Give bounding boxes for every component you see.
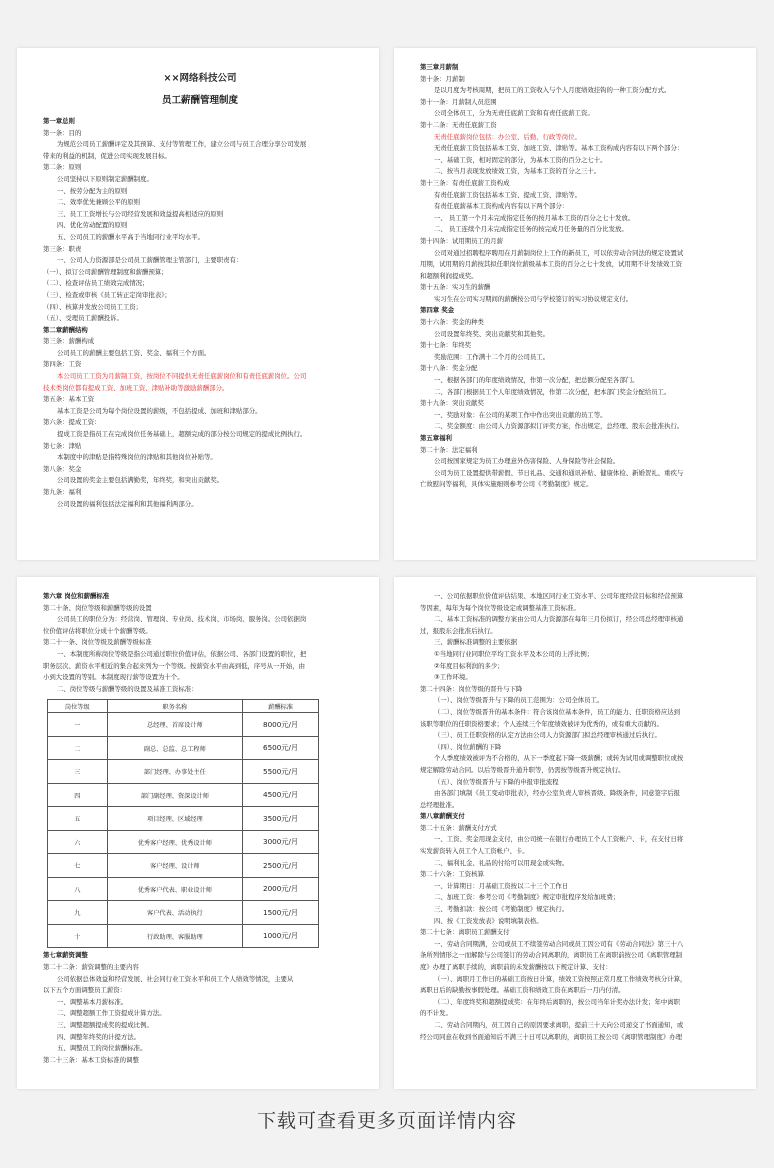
grade-cell: 十 <box>48 924 108 948</box>
text-line: 第二十条：法定福利 <box>420 445 478 454</box>
text-line: （三）、检查或审核《员工转正定岗审批表》； <box>43 290 171 299</box>
text-line: 条所列情形之一而解除与公司签订的劳动合同离职的，离职员工在离职前按公司《离职管理制 <box>420 951 683 960</box>
position-cell: 部门经理、办事处主任 <box>107 760 243 784</box>
text-line: 第二十三条：基本工资标准的调整 <box>43 1055 139 1064</box>
text-line: 是以月度为考核周期，把员工的工资收入与个人月度绩效挂钩的一种工资分配方式。 <box>434 86 671 95</box>
document-page-3 <box>17 577 379 1089</box>
page-3-body-top <box>43 591 357 695</box>
text-line: 三、调整超额提成奖的提成比例。 <box>57 1020 153 1029</box>
grade-cell: 四 <box>48 783 108 807</box>
salary-cell: 2000元/月 <box>243 877 319 901</box>
text-line: 一、基础工资，相对固定的部分，为基本工资的百分之七十。 <box>434 155 607 164</box>
text-line: 公司为员工设置提供带薪假、节日礼品、交通和通讯补贴、健康体检、新婚贺礼、重疾与 <box>434 468 684 477</box>
text-line: 一、本制度所称岗位等级是指公司通过职位价值评估，依据公司、各部门设置的职位，把 <box>57 649 307 658</box>
text-line: 公司全体员工，分为无责任底薪工资和有责任底薪工资。 <box>434 109 594 118</box>
text-line: 公司员工的职位分为：经营岗、管理岗、专业岗、技术岗、市场岗、服务岗。公司依据岗 <box>57 615 307 624</box>
text-line: 第二十一条、岗位等级及薪酬等级标准 <box>43 638 152 647</box>
chapter-heading: 第四章 奖金 <box>420 306 455 315</box>
grade-cell: 七 <box>48 854 108 878</box>
text-line: 一、工资、奖金用现金支付，由公司统一在银行办理员工个人工资帐户、卡，在支付日将 <box>434 835 684 844</box>
table-header-row <box>48 700 319 713</box>
document-page-2 <box>394 48 756 560</box>
page-2-body <box>420 62 734 491</box>
text-line: 第二十六条：工资核算 <box>420 870 484 879</box>
text-line: 公司依据总体效益和经营发展、社会同行业工资水平和员工个人绩效等情况，主要从 <box>57 974 294 983</box>
text-line: 本制度中的津贴是指特殊岗位的津贴和其他岗位补贴等。 <box>57 453 217 462</box>
grade-cell: 一 <box>48 713 108 737</box>
text-line: 提成工资是指员工在完成岗位任务基础上，超额完成的部分按公司规定的提成比例执行。 <box>57 430 307 439</box>
text-line: 奖励范围：工作满十二个月的公司员工。 <box>434 352 550 361</box>
text-line: 四、优化劳动配置的原则 <box>57 221 128 230</box>
text-line: ①当地同行业同职位平均工资水平及本公司的上浮比例； <box>434 649 594 658</box>
text-line: 公司员工的薪酬主要包括工资、奖金、福利三个方面。 <box>57 348 211 357</box>
salary-cell: 3500元/月 <box>243 807 319 831</box>
text-line: 公司按国家规定为员工办理意外伤害保险、人身保险等社会保险。 <box>434 457 620 466</box>
text-line: （一）、岗位等级晋升与下降的员工范围为：公司全体员工。 <box>434 696 604 705</box>
text-line: 的不计发。 <box>420 1009 452 1018</box>
text-line: 第十七条：年终奖 <box>420 341 472 350</box>
text-line: 无责任底薪岗位包括：办公室、后勤、行政等岗位。 <box>434 132 581 141</box>
text-line: 第十六条：奖金的种类 <box>420 318 484 327</box>
text-line: 二、调整超额工作工资提成计算方法。 <box>57 1009 166 1018</box>
text-line: 第三条：薪酬构成 <box>43 337 95 346</box>
text-line: （二）、年度终奖和超额提成奖：在年终后离职的，按公司当年计奖办法计发；年中离职 <box>434 997 681 1006</box>
text-line: （五）、岗位等级晋升与下降的申报审批流程 <box>434 777 559 786</box>
text-line: 第二条：原则 <box>43 163 82 172</box>
text-line: 基本工资是公司为每个岗位设置的薪级，不包括提成、加班和津贴部分。 <box>57 406 262 415</box>
text-line: 第二十七条：离职员工薪酬支付 <box>420 928 510 937</box>
text-line: 三、考勤扣款：按公司《考勤制度》规定执行。 <box>434 905 569 914</box>
text-line: 二、劳动合同期内，员工因自己的原因要求离职，提前三十天向公司递交了书面通知，或 <box>434 1020 684 1029</box>
text-line: 一、计算期日：月基础工资按以二十三个工作日 <box>434 881 569 890</box>
text-line: 二、基本工资标准的调整方案由公司人力资源部在每年三月份拟订，经公司总经理审核通 <box>434 615 684 624</box>
document-page-4 <box>394 577 756 1089</box>
table-row <box>48 783 319 807</box>
text-line: 公司设置年终奖、突出贡献奖和其他奖。 <box>434 329 550 338</box>
text-line: 二、加班工资：参考公司《考勤制度》规定审批程序发给加班费； <box>434 893 620 902</box>
text-line: 技术类岗位都有提成工资、加班工资、津贴补助等激励薪酬部分。 <box>43 383 229 392</box>
position-cell: 优秀客户代表、职业设计师 <box>107 877 243 901</box>
text-line: 实习生在公司实习期间的薪酬按公司与学校签订的实习协议规定支付。 <box>434 294 633 303</box>
text-line: 由各部门填制《员工变动审批表》，经办公室负责人审核晋级、降级条件，同意签字后报 <box>434 789 681 798</box>
text-line: 度》办理了离职手续的，离职前的未发薪酬按以下规定计算、支付： <box>420 963 612 971</box>
text-line: 该职等职位的任职资格要求；个人连续三个年度绩效被评为优秀的，或有重大贡献的。 <box>420 719 663 728</box>
grade-cell: 六 <box>48 830 108 854</box>
chapter-heading: 第八章薪酬支付 <box>420 812 465 821</box>
text-line: 二、福利礼金、礼品的付给可以用现金或实物。 <box>434 858 569 867</box>
text-line: （二）、岗位等级晋升的基本条件：符合该岗位基本条件，员工的能力、任职资格应达到 <box>434 707 681 716</box>
text-line: 第十一条：月薪制人员范围 <box>420 97 497 106</box>
position-cell: 项目经理、区域经理 <box>107 807 243 831</box>
text-line: 第四条：工资 <box>43 360 82 369</box>
text-line: 等因素，每年为每个岗位等级设定或调整基准工资标准。 <box>420 603 580 612</box>
text-line: 第二十条、岗位等级和薪酬等级的设置 <box>43 603 152 612</box>
salary-cell: 1000元/月 <box>243 924 319 948</box>
table-header-cell: 岗位等级 <box>48 700 108 713</box>
text-line: 实发薪资转入员工个人工资帐户、卡。 <box>420 847 529 856</box>
text-line: 一、劳动合同期满，公司或员工不续签劳动合同或员工因公司有《劳动合同法》第三十八 <box>434 939 684 948</box>
text-line: 第一条：目的 <box>43 128 82 137</box>
position-cell: 优秀客户经理、优秀设计师 <box>107 830 243 854</box>
text-line: 有责任底薪基本工资构成内容有以下两个部分： <box>434 202 569 211</box>
text-line: 第十九条：突出贡献奖 <box>420 399 484 408</box>
text-line: 一、公司依据职位价值评估结果、本地区同行业工资水平、公司年度经营目标和经营预算 <box>434 592 684 600</box>
position-cell: 行政助理、客服助理 <box>107 924 243 948</box>
text-line: 个人季度绩效被评为不合格的，从下一季度起下降一级薪酬；或转为试用或调整职位或按 <box>434 754 684 763</box>
text-line: 第五条：基本工资 <box>43 395 95 404</box>
company-name: ××网络科技公司 <box>163 73 237 84</box>
text-line: 一、根据各部门的年度绩效情况，作第一次分配，把总额分配至各部门。 <box>434 376 639 385</box>
position-cell: 总经理、首席设计师 <box>107 713 243 737</box>
table-row <box>48 736 319 760</box>
text-line: 位价值评估将职位分成十个薪酬等级。 <box>43 626 152 635</box>
text-line: （四）、核算并发放公司员工工资； <box>43 302 143 311</box>
text-line: 第十四条：试用期员工的月薪 <box>420 236 504 245</box>
text-line: 经公司同意在收到书面通知后不满三十日可以离职的，离职员工按公司《离职管理制度》办理 <box>420 1032 683 1041</box>
text-line: 职务层次、薪资水平相近的集合起来列为一个等级。按薪资水平由高到低，序号从一开始，由 <box>43 661 306 670</box>
chapter-heading: 第三章月薪制 <box>420 63 459 71</box>
text-line: 过，报股东会批准后执行。 <box>420 626 497 635</box>
text-line: 有责任底薪工资包括基本工资、提成工资、津贴等。 <box>434 190 581 199</box>
page-1-body <box>43 116 357 510</box>
text-line: （一）、拟订公司薪酬管理制度和薪酬预算； <box>43 267 168 276</box>
grade-cell: 八 <box>48 877 108 901</box>
text-line: 第七条：津贴 <box>43 441 82 450</box>
text-line: 为规范公司员工薪酬评定及其预算、支付等管理工作，建立公司与员工合理分享公司发展 <box>57 140 307 149</box>
text-line: 二、奖金额度：由公司人力资源部拟订评奖方案，作出规定，总经理、股东会批准执行。 <box>434 422 684 431</box>
text-line: 第三条：职责 <box>43 244 82 253</box>
text-line: （二）、检查评估员工绩效完成情况； <box>43 279 149 288</box>
text-line: 公司设置的奖金主要包括满勤奖，年终奖，和突出贡献奖。 <box>57 476 224 485</box>
document-page-1 <box>17 48 379 560</box>
salary-cell: 6500元/月 <box>243 736 319 760</box>
table-row <box>48 713 319 737</box>
grade-cell: 五 <box>48 807 108 831</box>
text-line: 五、公司员工的薪酬水平高于当地同行业平均水平。 <box>57 232 204 241</box>
table-row <box>48 901 319 925</box>
salary-cell: 1500元/月 <box>243 901 319 925</box>
download-hint[interactable]: 下载可查看更多页面详情内容 <box>256 1110 517 1132</box>
grade-cell: 九 <box>48 901 108 925</box>
text-line: 用期，试用期的月薪按其拟任职岗位薪级基本工资的百分之七十发放，试用期不计发绩效工资 <box>420 260 683 269</box>
text-line: 第二十五条：薪酬支付方式 <box>420 823 497 832</box>
grade-cell: 二 <box>48 736 108 760</box>
position-cell: 客户经理、设计师 <box>107 854 243 878</box>
text-line: 公司对通过招聘程序聘用在月薪制岗位上工作的新员工，可以依劳动合同法的规定设置试 <box>434 248 684 257</box>
text-line: 五、调整员工的岗位薪酬标准。 <box>57 1044 147 1053</box>
chapter-heading: 第一章总则 <box>43 117 75 125</box>
text-line: （五）、受理员工薪酬投诉。 <box>43 314 123 323</box>
table-row <box>48 807 319 831</box>
text-line: 二、按当月表现发放绩效工资，为基本工资的百分之三十。 <box>434 167 601 176</box>
chapter-heading: 第七章薪资调整 <box>43 951 88 960</box>
table-body <box>48 713 319 948</box>
chapter-heading: 第二章薪酬结构 <box>43 325 88 334</box>
table-row <box>48 854 319 878</box>
text-line: 一、奖励对象：在公司的某项工作中作出突出贡献的员工等。 <box>434 410 607 419</box>
chapter-heading: 第六章 岗位和薪酬标准 <box>43 592 110 600</box>
salary-cell: 5500元/月 <box>243 760 319 784</box>
text-line: 第九条：福利 <box>43 488 82 496</box>
table-row <box>48 924 319 948</box>
text-line: 第二十四条：岗位等级的晋升与下降 <box>420 684 523 693</box>
text-line: 三、薪酬标准调整的主要依据 <box>434 638 518 647</box>
text-line: 三、员工工资增长与公司经营发展和效益提高相适应的原则 <box>57 209 224 218</box>
text-line: 四、调整年终奖的计提方法。 <box>57 1032 141 1041</box>
text-line: （四）、岗位薪酬的下降 <box>434 742 502 751</box>
text-line: 总经理批准。 <box>420 800 459 809</box>
text-line: 一、按劳分配为主的原则 <box>57 186 128 195</box>
salary-cell: 3000元/月 <box>243 830 319 854</box>
text-line: 公司坚持以下原则制定薪酬制度。 <box>57 174 153 183</box>
text-line: 二、岗位等级与薪酬等级的设置及基准工资标准： <box>57 684 198 693</box>
page-4-body <box>420 591 734 1043</box>
text-line: 四、按《工资发放表》说明填制表格。 <box>434 916 543 925</box>
document-title: 员工薪酬管理制度 <box>161 95 238 106</box>
text-line: 第八条：奖金 <box>43 464 82 473</box>
text-line: 第十二条：无责任底薪工资 <box>420 120 497 129</box>
table-row <box>48 830 319 854</box>
position-cell: 副总、总监、总工程师 <box>107 736 243 760</box>
table-header-cell: 薪酬标准 <box>243 700 319 713</box>
text-line: 规定解除劳动合同。以后等级晋升通升职等，仍需按等级晋升规定执行。 <box>420 765 625 774</box>
text-line: 第十三条：有责任底薪工资构成 <box>420 178 510 187</box>
text-line: 无责任底薪工资包括基本工资、加班工资、津贴等。基本工资构成内容有以下两个部分： <box>434 144 684 153</box>
text-line: 一、 员工第一个月未完成指定任务的按月基本工资的百分之七十发放。 <box>434 213 635 222</box>
text-line: 二、 员工连续个月未完成指定任务的按完成月任务量的百分比发放。 <box>434 225 628 234</box>
text-line: （一）、离职月工作日的基础工资按日计算，绩效工资按照正常月度工作绩效考核分计算， <box>434 974 687 983</box>
text-line: 以下五个方面调整员工薪资： <box>43 986 127 995</box>
text-line: 一、调整基本月薪标准。 <box>57 997 128 1006</box>
text-line: 离职日后的缺勤按事假处理。基础工资和绩效工资在离职后一月内付清。 <box>420 986 625 995</box>
text-line: 亡故慰问等福利，具体实施细则参考公司《考勤制度》规定。 <box>420 480 593 489</box>
text-line: （三）、员工任职资格的认定方法由公司人力资源部门拟总经理审核通过后执行。 <box>434 731 661 740</box>
salary-cell: 8000元/月 <box>243 713 319 737</box>
position-cell: 客户代表、活动执行 <box>107 901 243 925</box>
text-line: 二、效率优先兼顾公平的原则 <box>57 198 141 207</box>
text-line: 带来的利益的机制，促进公司实现发展目标。 <box>43 151 171 160</box>
text-line: 一、公司人力资源部是公司员工薪酬管理主管部门，主要职责有： <box>57 256 243 265</box>
text-line: 第十五条：实习生的薪酬 <box>420 283 491 292</box>
text-line: ③工作环境。 <box>434 673 472 682</box>
text-line: 二、各部门根据员工个人年度绩效情况，作第二次分配，把本部门奖金分配给员工。 <box>434 387 671 396</box>
text-line: 公司设置的福利包括法定福利和其他福利两部分。 <box>57 499 198 508</box>
chapter-heading: 第五章福利 <box>420 434 452 442</box>
table-row <box>48 760 319 784</box>
table-row <box>48 877 319 901</box>
text-line: 第十八条：奖金分配 <box>420 364 478 373</box>
salary-cell: 4500元/月 <box>243 783 319 807</box>
text-line: 本公司员工工资为月薪制工资，按岗位不同提供无责任底薪岗位和有责任底薪岗位。公司 <box>57 372 307 381</box>
text-line: 第十条：月薪制 <box>420 74 465 83</box>
salary-grade-table <box>47 699 319 948</box>
page-3-body-bottom <box>43 950 357 1066</box>
text-line: 第六条：提成工资： <box>43 418 101 427</box>
table-header-cell: 职务名称 <box>107 700 243 713</box>
grade-cell: 三 <box>48 760 108 784</box>
text-line: 第二十二条：薪资调整的主要内容 <box>43 962 139 971</box>
text-line: ②年度目标利润的多少； <box>434 661 504 670</box>
position-cell: 部门副经理、资深设计师 <box>107 783 243 807</box>
salary-cell: 2500元/月 <box>243 854 319 878</box>
text-line: 和超额利润提成奖。 <box>420 271 478 280</box>
text-line: 小到大设置的等别。本制度现行薪等设置为十个。 <box>43 673 184 682</box>
